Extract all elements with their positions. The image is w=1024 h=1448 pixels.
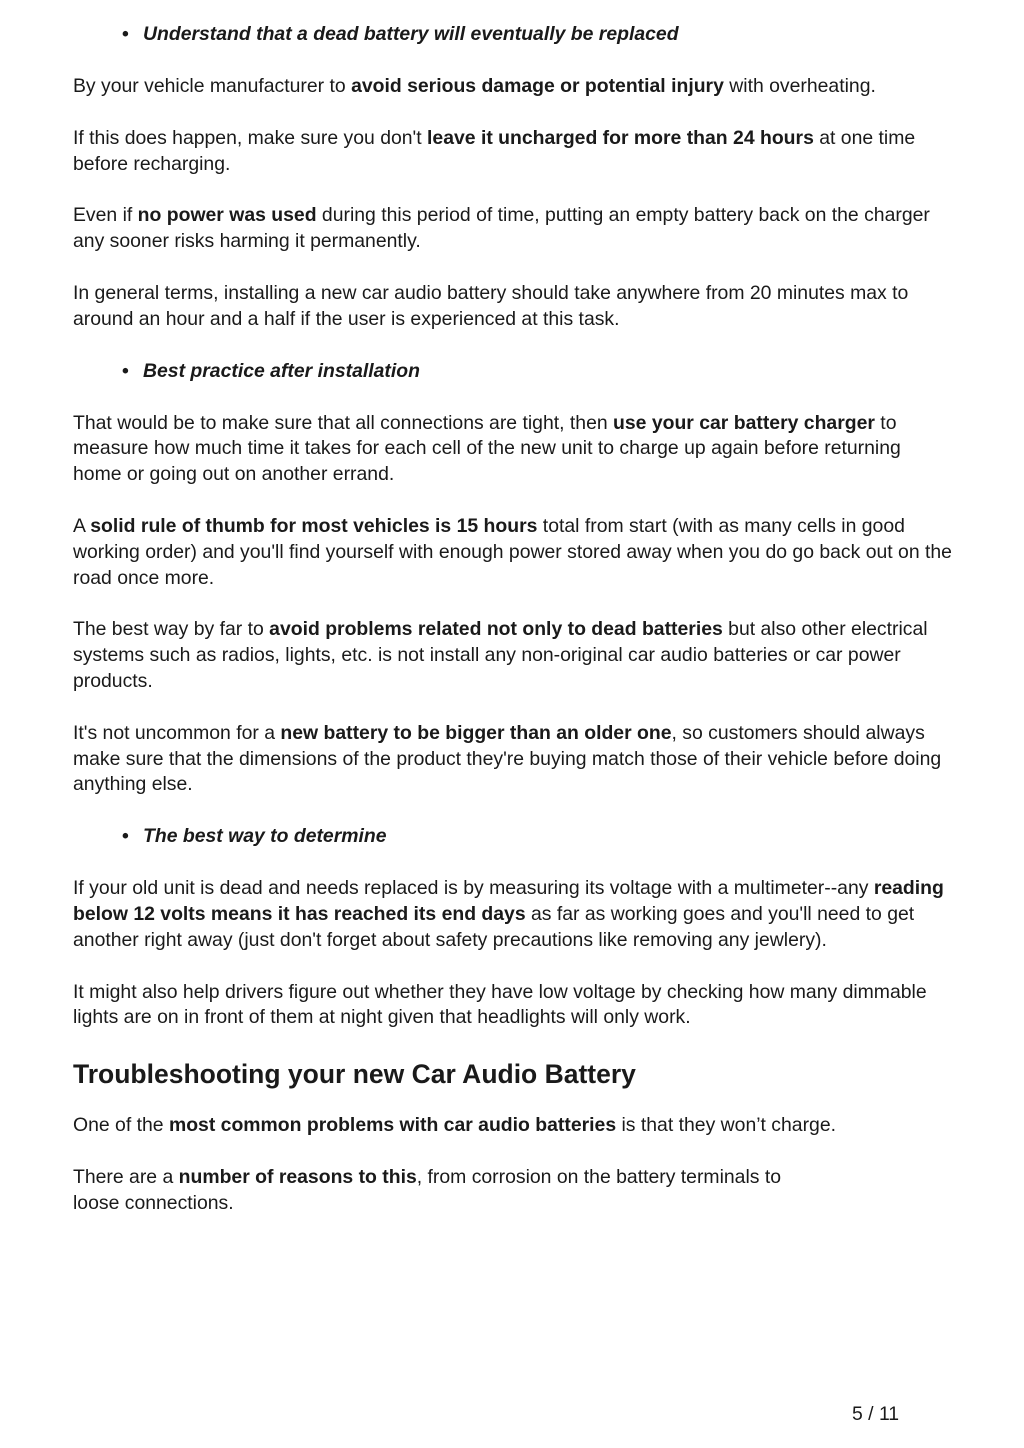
paragraph (73, 281, 953, 333)
text: By your vehicle manufacturer to (73, 75, 352, 97)
bullet-text: The best way to determine (143, 825, 387, 848)
bold-text: avoid problems related not only to dead batteries (269, 618, 723, 641)
paragraph (73, 514, 953, 591)
text: If your old unit is dead and needs replaced is by measuring its voltage with a multimeter--any (73, 877, 874, 900)
bold-text: leave it uncharged for more than 24 hours (427, 126, 814, 149)
text: to measure how much time it takes for each cell of the new unit to charge up again before returning home or going out on another errand. (73, 411, 901, 486)
bold-text: no power was used (137, 204, 317, 227)
text: It might also help drivers figure out whether they have low voltage by checking how many dimmable lights are on in front of them at night given that headlights will only work. (73, 980, 927, 1029)
text: as far as working goes and you'll need to get another right away (just don't forget about safety precautions like removing any jewlery). (73, 902, 915, 951)
bold-text: most common problems with car audio batteries (168, 1114, 617, 1137)
text: That would be to make sure that all connections are tight, then (73, 411, 614, 434)
text: A (73, 514, 91, 537)
text: , so customers should always make sure that the dimensions of the product they're buying match those of their vehicle before doing anything else. (73, 721, 942, 796)
bold-text: use your car battery charger (613, 411, 875, 434)
paragraph (73, 1113, 953, 1139)
bold-text: reading below 12 volts means it has reached its end days (73, 877, 944, 925)
text: loose connections. (73, 1191, 234, 1214)
text: It's not uncommon for a (73, 721, 281, 744)
paragraph (73, 980, 953, 1032)
paragraph (73, 74, 953, 100)
paragraph (73, 203, 953, 255)
text: If this does happen, make sure you don't (73, 126, 428, 149)
bullet-item (73, 359, 953, 385)
text: Even if (73, 204, 138, 227)
text: total from start (with as many cells in good working order) and you'll find yourself with enough power stored away when you do go back out on the road once more. (73, 514, 952, 589)
paragraph (73, 876, 953, 953)
paragraph (73, 411, 953, 488)
text: , from corrosion on the battery terminals to (416, 1165, 782, 1188)
paragraph (73, 617, 953, 694)
bullet-text: Understand that a dead battery will eventually be replaced (143, 23, 679, 45)
paragraph (73, 721, 953, 798)
text: with overheating. (723, 75, 876, 97)
section-heading: Troubleshooting your new Car Audio Battery (73, 1059, 636, 1090)
bullet-marker: • (122, 825, 129, 848)
bullet-marker: • (122, 359, 129, 382)
bold-text: new battery to be bigger than an older one (280, 721, 672, 744)
text: is that they won’t charge. (616, 1114, 836, 1137)
bold-text: solid rule of thumb for most vehicles is 15 hours (90, 514, 538, 537)
bold-text: avoid serious damage or potential injury (351, 75, 724, 97)
text: at one time before recharging. (73, 126, 916, 175)
bullet-marker: • (122, 23, 129, 45)
text: during this period of time, putting an empty battery back on the charger any sooner risks harming it permanently. (73, 204, 930, 253)
bold-text: number of reasons to this (178, 1165, 417, 1188)
text: but also other electrical systems such as radios, lights, etc. is not install any non-original car audio batteries or car power products. (73, 618, 928, 692)
paragraph (73, 1165, 953, 1217)
text: In general terms, installing a new car audio battery should take anywhere from 20 minutes max to around an hour and a half if the user is experienced at this task. (73, 281, 909, 330)
text: There are a (73, 1165, 179, 1188)
text: The best way by far to (73, 618, 270, 641)
paragraph (73, 126, 953, 178)
text: One of the (73, 1114, 169, 1137)
bullet-item (73, 824, 953, 850)
page-number: 5 / 11 (852, 1403, 900, 1425)
bullet-item (73, 22, 953, 48)
document-body (73, 22, 953, 1243)
bullet-text: Best practice after installation (143, 359, 420, 382)
